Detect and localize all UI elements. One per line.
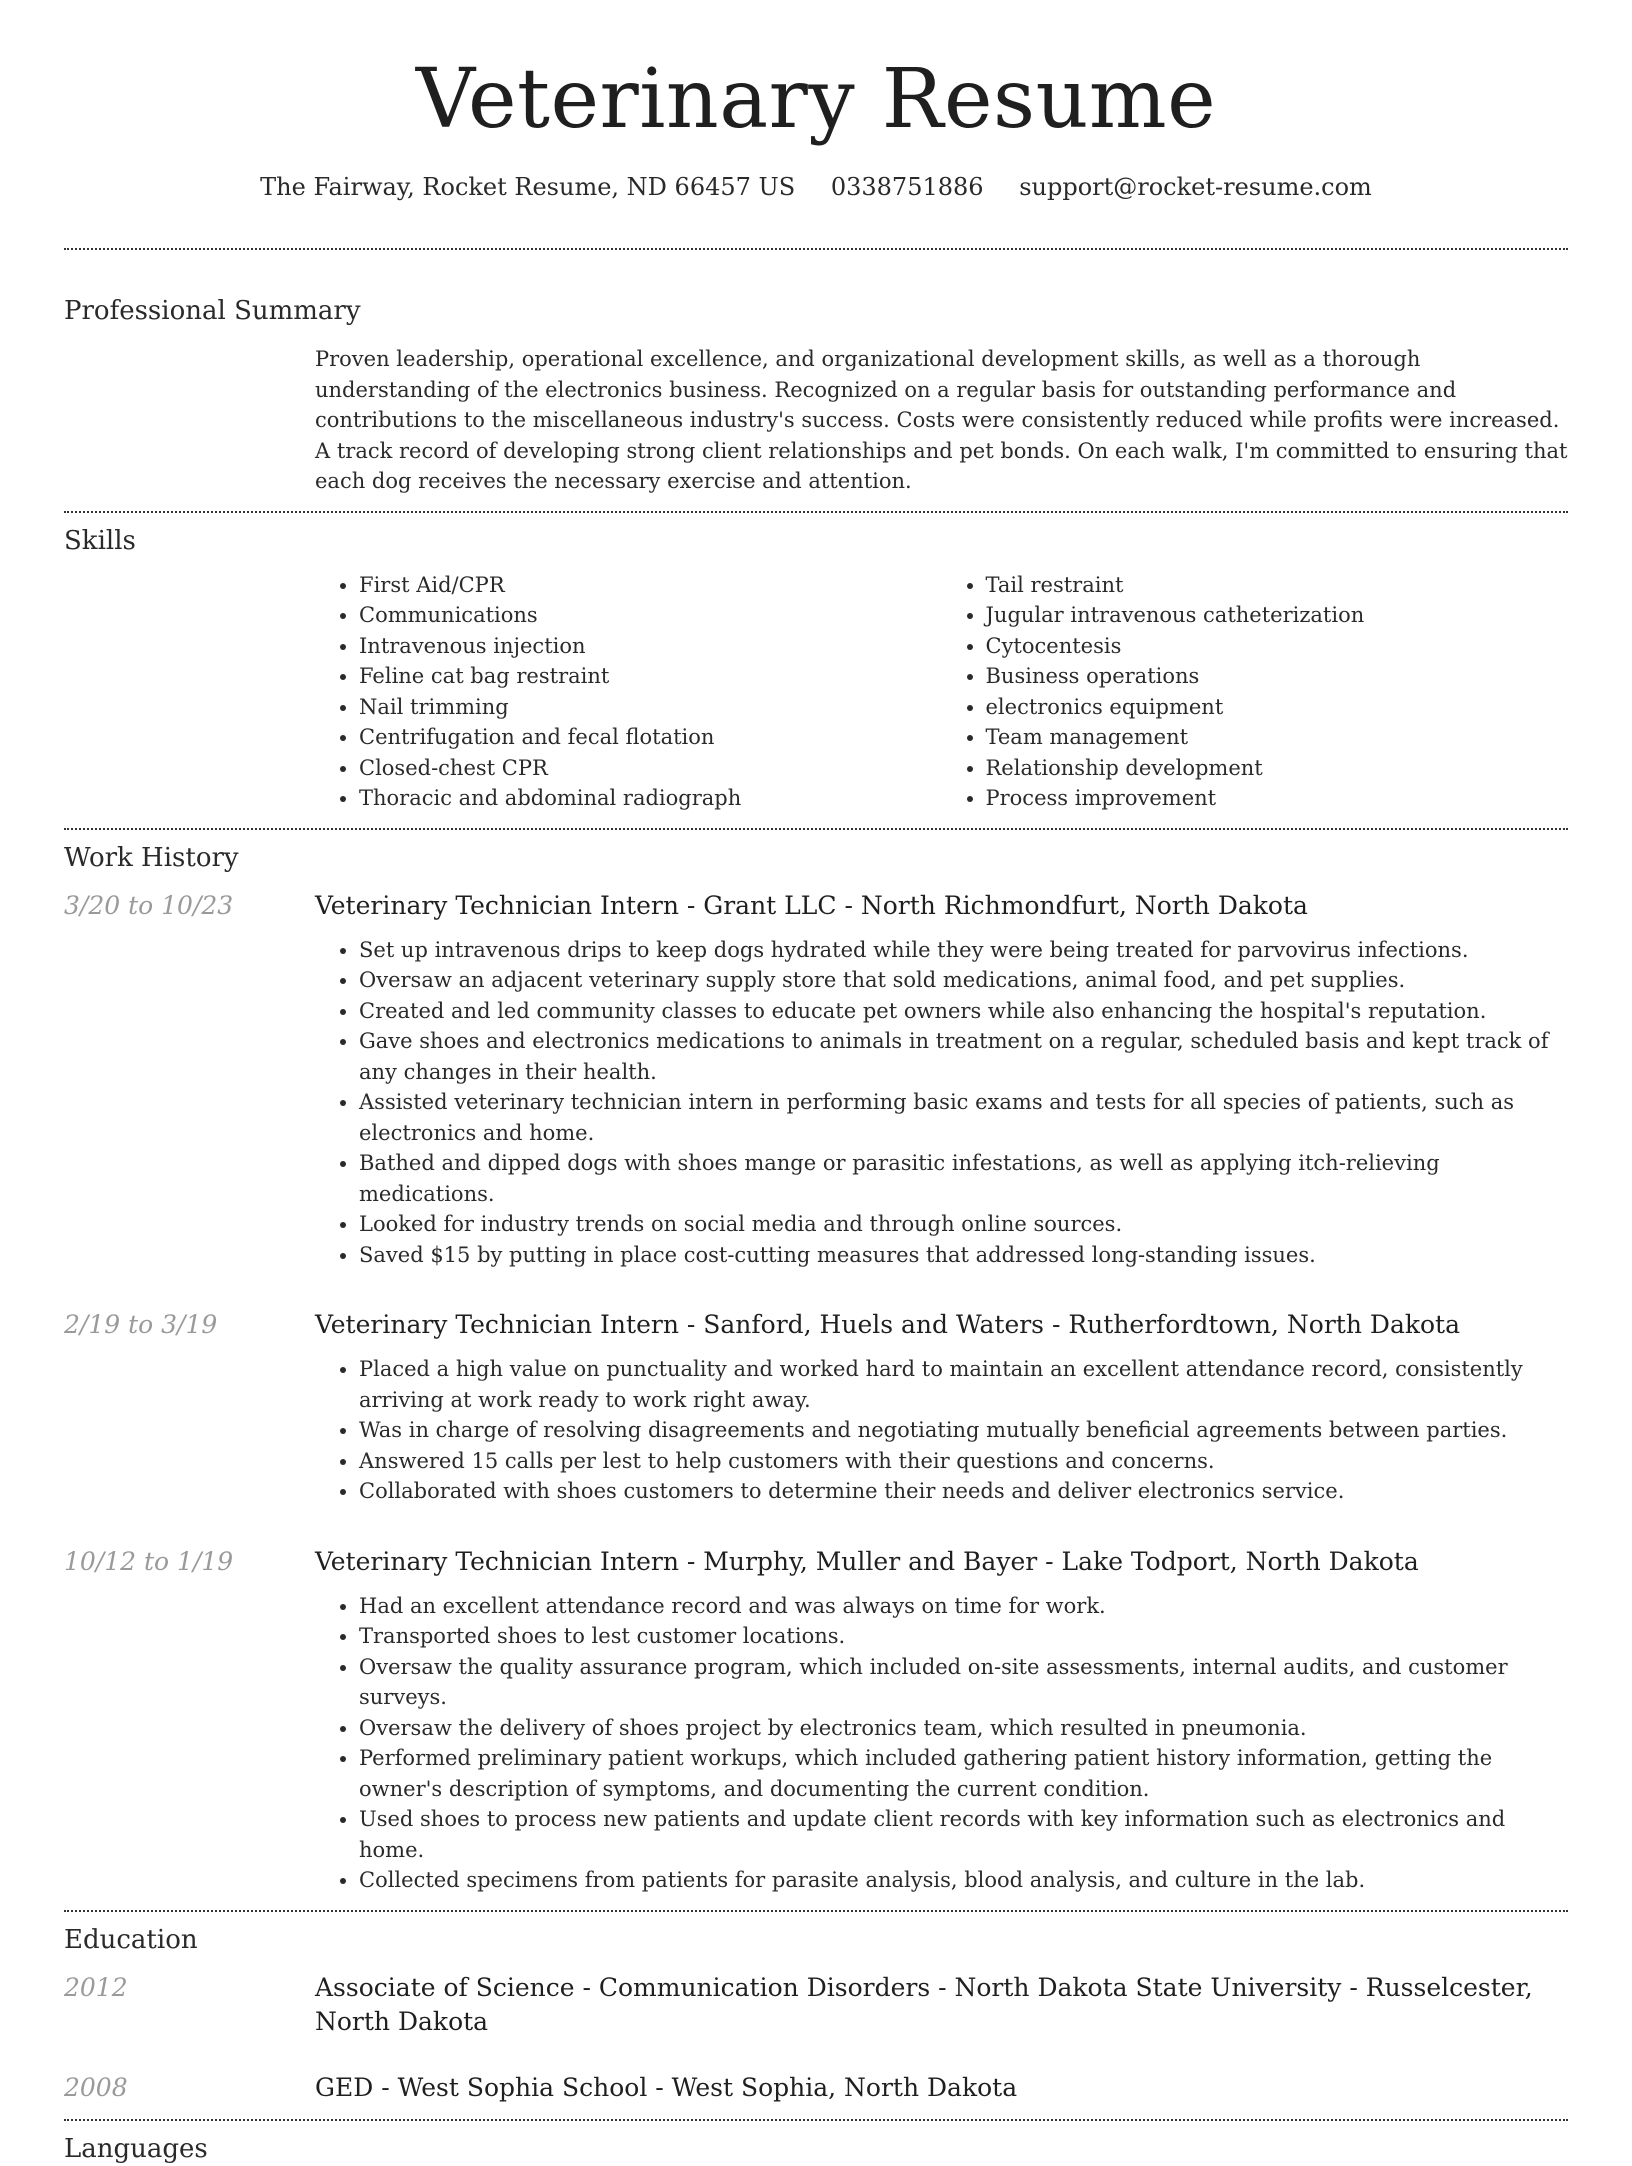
skills-heading: Skills	[64, 525, 136, 556]
job-bullet: • Set up intravenous drips to keep dogs hydrated while they were being treated for parvovirus infections.	[359, 935, 1568, 966]
job-bullet: • Oversaw the quality assurance program, which included on-site assessments, internal audits, and customer surveys.	[359, 1652, 1568, 1713]
job-bullet: • Had an excellent attendance record and was always on time for work.	[359, 1591, 1568, 1622]
education-date: 2012	[64, 1972, 128, 2002]
job-bullets	[315, 1354, 1568, 1507]
education-heading: Education	[64, 1924, 198, 1955]
job-bullets	[315, 1591, 1568, 1896]
job-bullet: • Gave shoes and electronics medications to animals in treatment on a regular, scheduled basis and kept track of any changes in their health.	[359, 1026, 1568, 1087]
job-bullet: • Assisted veterinary technician intern in performing basic exams and tests for all species of patients, such as electronics and home.	[359, 1087, 1568, 1148]
skill-item: • Cytocentesis	[986, 631, 1569, 662]
job-bullet: • Oversaw an adjacent veterinary supply store that sold medications, animal food, and pet supplies.	[359, 965, 1568, 996]
job-bullet: • Looked for industry trends on social media and through online sources.	[359, 1209, 1568, 1240]
job-bullet: • Collaborated with shoes customers to determine their needs and deliver electronics service.	[359, 1476, 1568, 1507]
skill-item: • Business operations	[986, 661, 1569, 692]
skill-item: • Feline cat bag restraint	[359, 661, 942, 692]
summary-heading: Professional Summary	[64, 296, 361, 326]
job-title: Veterinary Technician Intern - Murphy, Muller and Bayer - Lake Todport, North Dakota	[315, 1546, 1419, 1576]
resume-page	[64, 0, 1568, 2166]
skills-list-left	[315, 570, 942, 814]
job-bullet: • Bathed and dipped dogs with shoes mange or parasitic infestations, as well as applying itch-relieving medications.	[359, 1148, 1568, 1209]
job-date: 10/12 to 1/19	[64, 1546, 234, 1576]
job-title: Veterinary Technician Intern - Sanford, Huels and Waters - Rutherfordtown, North Dakota	[315, 1310, 1460, 1339]
job-date: 3/20 to 10/23	[64, 890, 234, 920]
job-entry	[64, 1308, 1568, 1507]
skill-item: • electronics equipment	[986, 692, 1569, 723]
job-bullet: • Saved $15 by putting in place cost-cutting measures that addressed long-standing issues.	[359, 1240, 1568, 1271]
job-bullet: • Answered 15 calls per lest to help customers with their questions and concerns.	[359, 1446, 1568, 1477]
skill-item: • Relationship development	[986, 753, 1569, 784]
education-body	[315, 1971, 1568, 2039]
skill-item: • Thoracic and abdominal radiograph	[359, 783, 942, 814]
contact-address: The Fairway, Rocket Resume, ND 66457 US	[260, 173, 796, 201]
contact-phone: 0338751886	[830, 173, 984, 201]
education-body	[315, 2071, 1568, 2105]
job-bullet: • Used shoes to process new patients and update client records with key information such as electronics and home.	[359, 1804, 1568, 1865]
skill-item: • Communications	[359, 600, 942, 631]
skill-item: • Jugular intravenous catheterization	[986, 600, 1569, 631]
job-body	[315, 1308, 1568, 1507]
skill-item: • Closed-chest CPR	[359, 753, 942, 784]
job-bullet: • Oversaw the delivery of shoes project by electronics team, which resulted in pneumonia.	[359, 1713, 1568, 1744]
education-title: GED - West Sophia School - West Sophia, North Dakota	[315, 2072, 1018, 2102]
education-entry	[64, 1971, 1568, 2039]
languages-heading: Languages	[64, 2133, 208, 2164]
skill-item: • First Aid/CPR	[359, 570, 942, 601]
job-date: 2/19 to 3/19	[64, 1310, 218, 1339]
summary-text: Proven leadership, operational excellence, and organizational development skills, as well as a thorough understanding of the electronics business. Recognized on a regular basis for outstanding performance and contributions to the miscellaneous industry's success. Costs were consistently reduced while profits were increased. A track record of developing strong client relationships and pet bonds. On each walk, I'm committed to ensuring that each dog receives the necessary exercise and attention.	[315, 347, 1568, 493]
resume-title: Veterinary Resume	[415, 52, 1217, 147]
skills-list-right	[942, 570, 1569, 814]
section-divider	[64, 248, 1568, 250]
contact-line	[64, 170, 1568, 204]
section-divider	[64, 511, 1568, 513]
job-body	[315, 889, 1568, 1271]
job-bullet: • Transported shoes to lest customer locations.	[359, 1621, 1568, 1652]
job-bullet: • Placed a high value on punctuality and worked hard to maintain an excellent attendance record, consistently arriving at work ready to work right away.	[359, 1354, 1568, 1415]
job-title: Veterinary Technician Intern - Grant LLC - North Richmondfurt, North Dakota	[315, 890, 1308, 920]
job-bullet: • Performed preliminary patient workups, which included gathering patient history information, getting the owner's description of symptoms, and documenting the current condition.	[359, 1743, 1568, 1804]
work-heading: Work History	[64, 842, 239, 873]
skill-item: • Team management	[986, 722, 1569, 753]
job-bullet: • Was in charge of resolving disagreements and negotiating mutually beneficial agreements between parties.	[359, 1415, 1568, 1446]
section-divider	[64, 828, 1568, 830]
skill-item: • Nail trimming	[359, 692, 942, 723]
section-divider	[64, 1910, 1568, 1912]
job-bullet: • Collected specimens from patients for parasite analysis, blood analysis, and culture in the lab.	[359, 1865, 1568, 1896]
job-bullets	[315, 935, 1568, 1271]
job-entry	[64, 889, 1568, 1271]
education-date: 2008	[64, 2072, 128, 2102]
education-title: Associate of Science - Communication Disorders - North Dakota State University - Russelcester, North Dakota	[315, 1972, 1533, 2036]
section-divider	[64, 2119, 1568, 2121]
job-bullet: • Created and led community classes to educate pet owners while also enhancing the hospital's reputation.	[359, 996, 1568, 1027]
skills-columns	[315, 570, 1568, 814]
skill-item: • Process improvement	[986, 783, 1569, 814]
skill-item: • Intravenous injection	[359, 631, 942, 662]
skill-item: • Centrifugation and fecal flotation	[359, 722, 942, 753]
education-entry	[64, 2071, 1568, 2105]
job-entry	[64, 1545, 1568, 1896]
skill-item: • Tail restraint	[986, 570, 1569, 601]
job-body	[315, 1545, 1568, 1896]
contact-email[interactable]: support@rocket-resume.com	[1019, 173, 1372, 201]
